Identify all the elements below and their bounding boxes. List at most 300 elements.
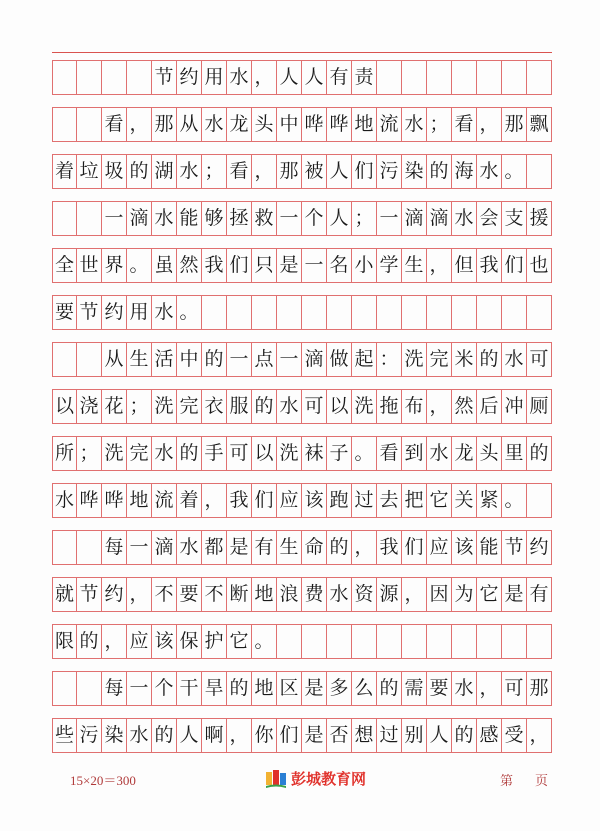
grid-cell: ， (252, 61, 277, 94)
grid-cell: 染 (402, 155, 427, 188)
grid-cell: 干 (177, 672, 202, 705)
grid-cell: 着 (177, 484, 202, 517)
grid-cell: 流 (377, 108, 402, 141)
grid-cell: 啊 (202, 719, 227, 752)
grid-cell (127, 61, 152, 94)
grid-cell: 污 (377, 155, 402, 188)
grid-row (52, 248, 552, 283)
grid-cell: 小 (352, 249, 377, 282)
grid-cell: 该 (152, 625, 177, 658)
grid-cell: 护 (202, 625, 227, 658)
grid-cell: 水 (177, 531, 202, 564)
grid-cell: 们 (252, 484, 277, 517)
page-suffix: 页 (535, 774, 549, 789)
grid-cell: 我 (377, 531, 402, 564)
grid-cell: 污 (77, 719, 102, 752)
grid-row (52, 530, 552, 565)
grid-cell: 够 (202, 202, 227, 235)
grid-cell: 该 (302, 484, 327, 517)
grid-cell: ； (427, 108, 452, 141)
grid-cell: 那 (527, 672, 552, 705)
grid-cell: 看 (227, 155, 252, 188)
grid-cell: 可 (302, 390, 327, 423)
grid-cell: 生 (402, 249, 427, 282)
grid-cell: 水 (152, 437, 177, 470)
grid-cell: 的 (252, 390, 277, 423)
grid-cell: 然 (452, 390, 477, 423)
grid-cell: 要 (427, 672, 452, 705)
grid-cell: 只 (252, 249, 277, 282)
grid-cell: 的 (477, 343, 502, 376)
grid-cell: 们 (402, 531, 427, 564)
grid-cell: 的 (527, 437, 552, 470)
grid-cell: 都 (202, 531, 227, 564)
grid-cell: 地 (252, 578, 277, 611)
grid-cell: 看 (102, 108, 127, 141)
grid-cell (352, 296, 377, 329)
grid-cell: 可 (502, 672, 527, 705)
grid-cell (77, 202, 102, 235)
grid-cell (77, 343, 102, 376)
grid-cell: 过 (377, 719, 402, 752)
grid-cell (502, 61, 527, 94)
grid-cell: 约 (527, 531, 552, 564)
grid-cell: 是 (302, 672, 327, 705)
grid-cell (52, 343, 77, 376)
grid-cell: ， (402, 578, 427, 611)
grid-cell: 要 (177, 578, 202, 611)
grid-cell: 以 (327, 390, 352, 423)
grid-cell: 水 (202, 108, 227, 141)
grid-cell: 想 (352, 719, 377, 752)
grid-cell: 它 (477, 578, 502, 611)
grid-cell (477, 296, 502, 329)
grid-cell: 水 (127, 719, 152, 752)
grid-cell: 流 (152, 484, 177, 517)
grid-cell (77, 108, 102, 141)
grid-cell: 紧 (477, 484, 502, 517)
grid-cell: ； (202, 155, 227, 188)
grid-cell: 世 (77, 249, 102, 282)
grid-cell: 哗 (77, 484, 102, 517)
grid-cell: 的 (202, 343, 227, 376)
grid-cell: 的 (327, 531, 352, 564)
grid-cell (377, 296, 402, 329)
grid-cell: 那 (277, 155, 302, 188)
grid-cell: 生 (277, 531, 302, 564)
grid-cell (427, 296, 452, 329)
grid-cell: 龙 (227, 108, 252, 141)
grid-cell: 么 (352, 672, 377, 705)
grid-cell: 。 (252, 625, 277, 658)
grid-cell (352, 625, 377, 658)
grid-cell: 。 (127, 249, 152, 282)
grid-cell: 名 (327, 249, 352, 282)
grid-row (52, 295, 552, 330)
grid-cell (102, 61, 127, 94)
grid-cell: 约 (102, 578, 127, 611)
grid-cell: 浇 (77, 390, 102, 423)
grid-cell: 洗 (152, 390, 177, 423)
grid-row (52, 60, 552, 95)
grid-cell: 手 (202, 437, 227, 470)
grid-cell: 用 (127, 296, 152, 329)
grid-cell (52, 672, 77, 705)
grid-cell: 滴 (152, 531, 177, 564)
grid-cell: 源 (377, 578, 402, 611)
grid-cell: 能 (177, 202, 202, 235)
grid-cell (527, 296, 552, 329)
grid-row (52, 671, 552, 706)
grid-cell (377, 61, 402, 94)
grid-cell: 花 (102, 390, 127, 423)
grid-cell: 洗 (102, 437, 127, 470)
grid-cell: 人 (177, 719, 202, 752)
grid-cell: 别 (402, 719, 427, 752)
grid-cell (402, 625, 427, 658)
grid-cell: 。 (502, 484, 527, 517)
grid-cell: 受 (502, 719, 527, 752)
grid-cell: 有 (327, 61, 352, 94)
grid-cell: 是 (502, 578, 527, 611)
grid-cell: 断 (227, 578, 252, 611)
grid-cell: 不 (152, 578, 177, 611)
grid-cell: 那 (502, 108, 527, 141)
grid-cell: 中 (277, 108, 302, 141)
grid-cell: 的 (152, 719, 177, 752)
grid-cell: 因 (427, 578, 452, 611)
grid-cell: 生 (127, 343, 152, 376)
grid-row (52, 436, 552, 471)
grid-cell: 水 (327, 578, 352, 611)
grid-cell: 虽 (152, 249, 177, 282)
grid-cell: 一 (127, 531, 152, 564)
grid-cell: 地 (252, 672, 277, 705)
grid-cell: 们 (277, 719, 302, 752)
grid-cell: 水 (402, 108, 427, 141)
grid-row (52, 624, 552, 659)
grid-cell: 活 (152, 343, 177, 376)
grid-cell (527, 625, 552, 658)
grid-cell: 。 (177, 296, 202, 329)
grid-cell: 的 (377, 672, 402, 705)
grid-cell: 一 (102, 202, 127, 235)
grid-cell: ， (427, 249, 452, 282)
grid-cell (502, 296, 527, 329)
grid-cell: 。 (502, 155, 527, 188)
grid-cell: 约 (177, 61, 202, 94)
grid-cell: 看 (452, 108, 477, 141)
grid-cell: 人 (277, 61, 302, 94)
grid-cell: ； (352, 202, 377, 235)
grid-cell: 水 (427, 437, 452, 470)
book-logo-icon (265, 769, 287, 789)
grid-count-label: 15×20＝300 (70, 773, 136, 788)
grid-cell: 以 (252, 437, 277, 470)
grid-cell: 滴 (127, 202, 152, 235)
grid-cell: ， (127, 108, 152, 141)
grid-cell: 去 (377, 484, 402, 517)
grid-cell: 多 (327, 672, 352, 705)
grid-cell: 完 (127, 437, 152, 470)
grid-cell: 水 (152, 296, 177, 329)
grid-cell (302, 296, 327, 329)
grid-cell: 做 (327, 343, 352, 376)
grid-cell: 感 (477, 719, 502, 752)
grid-cell: 飘 (527, 108, 552, 141)
page-number-label (500, 770, 548, 789)
grid-cell: 我 (227, 484, 252, 517)
grid-cell: 浪 (277, 578, 302, 611)
grid-cell: 拯 (227, 202, 252, 235)
grid-cell: 水 (152, 202, 177, 235)
grid-cell (202, 296, 227, 329)
grid-cell: 哗 (102, 484, 127, 517)
grid-cell: 起 (352, 343, 377, 376)
grid-cell: 以 (52, 390, 77, 423)
grid-cell: 是 (227, 531, 252, 564)
grid-cell: 从 (177, 108, 202, 141)
grid-cell: 子 (327, 437, 352, 470)
grid-cell: 一 (127, 672, 152, 705)
grid-cell: 水 (177, 155, 202, 188)
grid-cell: 是 (277, 249, 302, 282)
grid-cell: 限 (52, 625, 77, 658)
grid-cell: 人 (427, 719, 452, 752)
grid-cell: 也 (527, 249, 552, 282)
grid-cell: 费 (302, 578, 327, 611)
grid-cell: 。 (352, 437, 377, 470)
grid-cell: ； (77, 437, 102, 470)
grid-cell (427, 625, 452, 658)
grid-cell: 们 (352, 155, 377, 188)
grid-cell: 被 (302, 155, 327, 188)
grid-cell: 哗 (302, 108, 327, 141)
grid-cell (227, 296, 252, 329)
grid-cell: 它 (227, 625, 252, 658)
grid-cell: 滴 (402, 202, 427, 235)
grid-cell: 一 (377, 202, 402, 235)
grid-cell: 布 (402, 390, 427, 423)
grid-cell: ， (202, 484, 227, 517)
grid-cell: 厕 (527, 390, 552, 423)
grid-cell: 过 (352, 484, 377, 517)
grid-cell: 那 (152, 108, 177, 141)
grid-cell: 衣 (202, 390, 227, 423)
grid-cell: 你 (252, 719, 277, 752)
grid-cell (77, 61, 102, 94)
grid-cell (452, 296, 477, 329)
grid-row (52, 201, 552, 236)
grid-cell: 我 (477, 249, 502, 282)
grid-cell: 着 (52, 155, 77, 188)
grid-cell (52, 61, 77, 94)
grid-cell: ； (127, 390, 152, 423)
grid-cell (477, 625, 502, 658)
grid-cell: 援 (527, 202, 552, 235)
grid-cell: 服 (227, 390, 252, 423)
grid-cell (477, 61, 502, 94)
grid-cell: 个 (302, 202, 327, 235)
grid-cell: 到 (402, 437, 427, 470)
grid-cell: 水 (452, 202, 477, 235)
brand-logo (265, 768, 366, 789)
grid-cell: 头 (477, 437, 502, 470)
grid-cell: 约 (102, 296, 127, 329)
grid-cell (327, 625, 352, 658)
grid-cell: 从 (102, 343, 127, 376)
grid-cell: 滴 (427, 202, 452, 235)
grid-cell: 拖 (377, 390, 402, 423)
grid-row (52, 107, 552, 142)
grid-cell: 的 (452, 719, 477, 752)
grid-cell: 一 (227, 343, 252, 376)
grid-cell: 滴 (302, 343, 327, 376)
grid-cell: ： (377, 343, 402, 376)
grid-row (52, 483, 552, 518)
grid-cell: 保 (177, 625, 202, 658)
grid-cell: 要 (52, 296, 77, 329)
grid-cell: 节 (502, 531, 527, 564)
grid-cell: 看 (377, 437, 402, 470)
grid-row (52, 389, 552, 424)
grid-cell: 就 (52, 578, 77, 611)
grid-cell: 资 (352, 578, 377, 611)
grid-cell (452, 625, 477, 658)
grid-cell: 跑 (327, 484, 352, 517)
grid-cell: 能 (477, 531, 502, 564)
grid-cell: 湖 (152, 155, 177, 188)
grid-cell: 完 (177, 390, 202, 423)
grid-cell: 洗 (277, 437, 302, 470)
grid-cell: ， (352, 531, 377, 564)
grid-cell (427, 61, 452, 94)
grid-cell: 的 (227, 672, 252, 705)
grid-cell: 它 (427, 484, 452, 517)
grid-cell: 需 (402, 672, 427, 705)
grid-cell: 救 (252, 202, 277, 235)
grid-cell (527, 484, 552, 517)
grid-cell: 袜 (302, 437, 327, 470)
grid-cell: 学 (377, 249, 402, 282)
brand-name: 彭城教育网 (291, 770, 367, 788)
grid-cell: 人 (327, 155, 352, 188)
grid-cell (77, 531, 102, 564)
grid-cell: 应 (277, 484, 302, 517)
grid-cell: 可 (227, 437, 252, 470)
grid-cell: 一 (277, 343, 302, 376)
grid-cell: 所 (52, 437, 77, 470)
grid-cell (502, 625, 527, 658)
grid-cell: 否 (327, 719, 352, 752)
grid-cell: 用 (202, 61, 227, 94)
grid-cell: 每 (102, 672, 127, 705)
grid-row (52, 718, 552, 753)
grid-cell (52, 531, 77, 564)
grid-cell: 洗 (352, 390, 377, 423)
grid-cell: 一 (302, 249, 327, 282)
page-prefix: 第 (500, 774, 514, 789)
grid-cell (52, 108, 77, 141)
grid-cell: 水 (52, 484, 77, 517)
grid-cell (277, 296, 302, 329)
grid-cell: 米 (452, 343, 477, 376)
grid-cell: 染 (102, 719, 127, 752)
grid-cell: 是 (302, 719, 327, 752)
grid-cell (377, 625, 402, 658)
grid-row (52, 154, 552, 189)
grid-cell: 节 (152, 61, 177, 94)
grid-cell: 我 (202, 249, 227, 282)
grid-cell: ， (252, 155, 277, 188)
grid-cell: ， (477, 672, 502, 705)
grid-cell: 每 (102, 531, 127, 564)
grid-cell: 完 (427, 343, 452, 376)
grid-cell: 该 (452, 531, 477, 564)
grid-cell: 全 (52, 249, 77, 282)
grid-cell: 里 (502, 437, 527, 470)
grid-row (52, 577, 552, 612)
grid-cell: 责 (352, 61, 377, 94)
grid-cell (252, 296, 277, 329)
grid-cell: 地 (352, 108, 377, 141)
grid-cell: 垃 (77, 155, 102, 188)
grid-cell: 支 (502, 202, 527, 235)
grid-cell: 把 (402, 484, 427, 517)
grid-cell: 们 (227, 249, 252, 282)
grid-cell (452, 61, 477, 94)
grid-cell: ， (527, 719, 552, 752)
grid-cell: 有 (252, 531, 277, 564)
grid-cell: ， (477, 108, 502, 141)
grid-cell (277, 625, 302, 658)
grid-cell: 点 (252, 343, 277, 376)
grid-cell: ， (427, 390, 452, 423)
grid-cell: 应 (427, 531, 452, 564)
grid-cell (302, 625, 327, 658)
grid-cell: ， (102, 625, 127, 658)
grid-cell: 的 (127, 155, 152, 188)
grid-cell (402, 61, 427, 94)
grid-cell: 些 (52, 719, 77, 752)
grid-cell: 洗 (402, 343, 427, 376)
grid-cell: ， (227, 719, 252, 752)
grid-cell: 水 (502, 343, 527, 376)
grid-cell: 为 (452, 578, 477, 611)
grid-cell: 应 (127, 625, 152, 658)
grid-cell: 圾 (102, 155, 127, 188)
grid-cell: 区 (277, 672, 302, 705)
grid-cell (527, 61, 552, 94)
grid-cell: 水 (452, 672, 477, 705)
grid-cell: 个 (152, 672, 177, 705)
grid-cell: 水 (277, 390, 302, 423)
grid-cell: 的 (427, 155, 452, 188)
grid-cell (327, 296, 352, 329)
grid-cell (402, 296, 427, 329)
grid-cell: ， (127, 578, 152, 611)
grid-cell: 哗 (327, 108, 352, 141)
grid-cell: 们 (502, 249, 527, 282)
grid-cell: 地 (127, 484, 152, 517)
grid-cell: 不 (202, 578, 227, 611)
grid-cell: 一 (277, 202, 302, 235)
top-border-line (52, 52, 552, 53)
grid-cell (77, 672, 102, 705)
grid-cell: 人 (327, 202, 352, 235)
grid-cell: 旱 (202, 672, 227, 705)
grid-cell: 命 (302, 531, 327, 564)
